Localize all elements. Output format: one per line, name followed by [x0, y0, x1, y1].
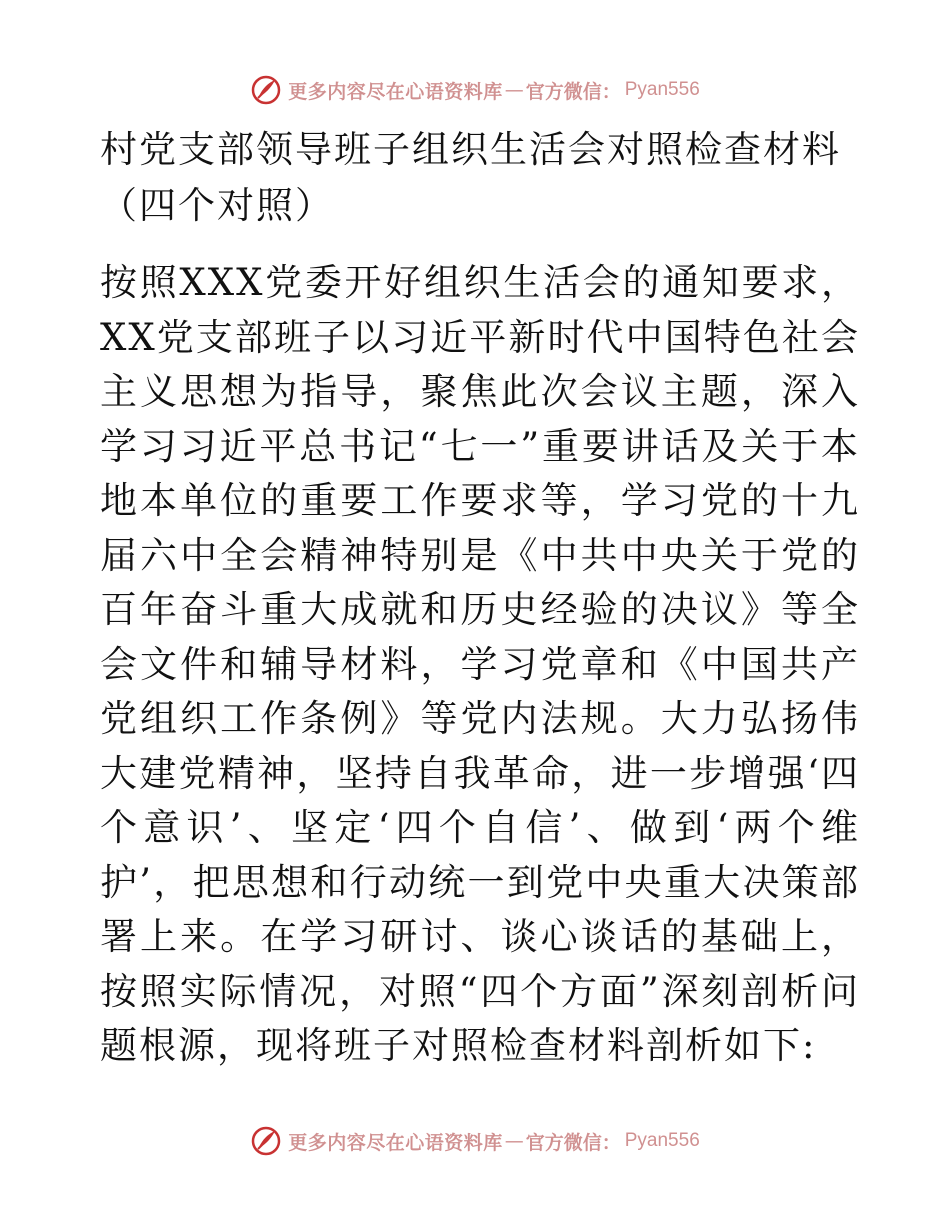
- document-paragraph: 按照XXX党委开好组织生活会的通知要求，XX党支部班子以习近平新时代中国特色社会主义思想为指导，聚焦此次会议主题，深入学习习近平总书记“七一”重要讲话及关于本地本单位的重要工作要求等，学习党的十九届六中全会精神特别是《中共中央关于党的百年奋斗重大成就和历史经验的决议》等全会文件和辅导材料，学习党章和《中国共产党组织工作条例》等党内法规。大力弘扬伟大建党精神，坚持自我革命，进一步增强‘四个意识’、坚定‘四个自信’、做到‘两个维护’，把思想和行动统一到党中央重大决策部署上来。在学习研讨、谈心谈话的基础上，按照实际情况，对照“四个方面”深刻剖析问题根源，现将班子对照检查材料剖析如下:: [100, 261, 860, 1067]
- wechat-label: 官方微信：: [525, 80, 621, 103]
- document-title: 村党支部领导班子组织生活会对照检查材料（四个对照）: [100, 128, 841, 227]
- site-name: 更多内容尽在心语资料库: [288, 80, 503, 103]
- wechat-label: 官方微信：: [525, 1131, 621, 1154]
- wechat-id: Pyan556: [624, 1130, 700, 1151]
- red-feather-pen-icon: [250, 1125, 282, 1157]
- wechat-id: Pyan556: [624, 79, 700, 100]
- site-name: 更多内容尽在心语资料库: [288, 1131, 503, 1154]
- red-feather-pen-icon: [250, 74, 282, 106]
- footer-watermark-banner: [0, 1121, 950, 1161]
- banner-dash: —: [504, 1130, 524, 1152]
- header-watermark-banner: [0, 70, 950, 110]
- banner-dash: —: [504, 79, 524, 101]
